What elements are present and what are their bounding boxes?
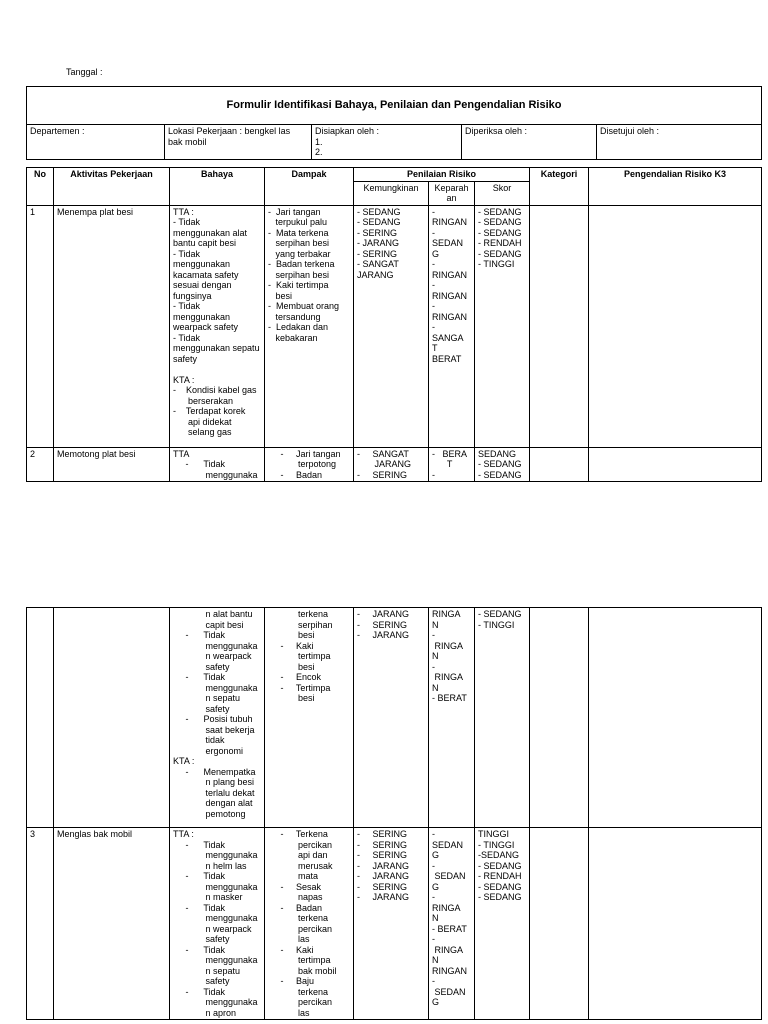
row-category[interactable] <box>530 828 589 1020</box>
checked-by-field[interactable]: Diperiksa oleh : <box>462 125 597 160</box>
row-score: SEDANG - SEDANG - SEDANG <box>475 447 530 482</box>
row-control[interactable] <box>589 205 762 447</box>
row-score: - SEDANG - TINGGI <box>475 608 530 828</box>
row-likelihood: - JARANG - SERING - JARANG <box>354 608 429 828</box>
header-likelihood: Kemungkinan <box>354 181 429 205</box>
row-score: - SEDANG - SEDANG - SEDANG - RENDAH - SEDANG - TINGGI <box>475 205 530 447</box>
row-severity: - BERA T - <box>429 447 475 482</box>
prepared-by-field[interactable]: Disiapkan oleh : 1. 2. <box>312 125 462 160</box>
header-control: Pengendalian Risiko K3 <box>589 168 762 206</box>
header-impact: Dampak <box>265 168 354 206</box>
row-impact: - Jari tangan terpotong - Badan <box>265 447 354 482</box>
risk-table-page2 <box>26 607 762 1020</box>
header-category: Kategori <box>530 168 589 206</box>
row-activity: Menglas bak mobil <box>54 828 170 1020</box>
header-risk-assessment: Penilaian Risiko <box>354 168 530 182</box>
row-likelihood: - SANGAT JARANG - SERING <box>354 447 429 482</box>
row-category[interactable] <box>530 205 589 447</box>
form-title: Formulir Identifikasi Bahaya, Penilaian dan Pengendalian Risiko <box>27 87 762 125</box>
row-control[interactable] <box>589 828 762 1020</box>
row-control[interactable] <box>589 447 762 482</box>
table-row <box>27 205 762 447</box>
row-activity <box>54 608 170 828</box>
row-hazard: n alat bantu capit besi - Tidak menggunaka n wearpack safety - Tidak menggunaka n sepatu safety - Posisi tubuh saat bekerja tidak ergonomi KTA : - Menempatka n plang besi terlalu dekat dengan alat pemotong <box>170 608 265 828</box>
row-severity: - RINGAN - SEDAN G - RINGAN - RINGAN - RINGAN - SANGA T BERAT <box>429 205 475 447</box>
header-severity: Keparah an <box>429 181 475 205</box>
approved-by-field[interactable]: Disetujui oleh : <box>597 125 762 160</box>
row-impact: terkena serpihan besi - Kaki tertimpa besi - Encok - Tertimpa besi <box>265 608 354 828</box>
location-field[interactable]: Lokasi Pekerjaan : bengkel las bak mobil <box>165 125 312 160</box>
department-field[interactable]: Departemen : <box>27 125 165 160</box>
row-control[interactable] <box>589 608 762 828</box>
row-category[interactable] <box>530 447 589 482</box>
header-no: No <box>27 168 54 206</box>
row-hazard: TTA - Tidak menggunaka <box>170 447 265 482</box>
row-no: 2 <box>27 447 54 482</box>
row-hazard: TTA : - Tidak menggunakan alat bantu capit besi - Tidak menggunakan kacamata safety sesuai dengan fungsinya - Tidak menggunakan wearpack safety - Tidak menggunakan sepatu safety KTA : - Kondisi kabel gas berserakan - Terdapat korek api didekat selang gas <box>170 205 265 447</box>
header-hazard: Bahaya <box>170 168 265 206</box>
row-category[interactable] <box>530 608 589 828</box>
date-label: Tanggal : <box>66 67 103 77</box>
form-header-table <box>26 86 762 160</box>
row-hazard: TTA : - Tidak menggunaka n helm las - Tidak menggunaka n masker - Tidak menggunaka n wearpack safety - Tidak menggunaka n sepatu safety - Tidak menggunaka n apron <box>170 828 265 1020</box>
row-no: 1 <box>27 205 54 447</box>
row-severity: RINGA N - RINGA N - RINGA N - BERAT <box>429 608 475 828</box>
row-no <box>27 608 54 828</box>
row-activity: Memotong plat besi <box>54 447 170 482</box>
header-score: Skor <box>475 181 530 205</box>
risk-table-page1 <box>26 167 762 482</box>
row-impact: - Jari tangan terpukul palu - Mata terkena serpihan besi yang terbakar - Badan terkena serpihan besi - Kaki tertimpa besi - Membuat orang tersandung - Ledakan dan kebakaran <box>265 205 354 447</box>
row-likelihood: - SEDANG - SEDANG - SERING - JARANG - SERING - SANGAT JARANG <box>354 205 429 447</box>
table-row <box>27 447 762 482</box>
row-no: 3 <box>27 828 54 1020</box>
table-row <box>27 608 762 828</box>
row-impact: - Terkena percikan api dan merusak mata - Sesak napas - Badan terkena percikan las - Kaki tertimpa bak mobil - Baju terkena percikan las <box>265 828 354 1020</box>
table-row <box>27 828 762 1020</box>
row-severity: - SEDAN G - SEDAN G - RINGA N - BERAT - RINGA N RINGAN - SEDAN G <box>429 828 475 1020</box>
row-score: TINGGI - TINGGI -SEDANG - SEDANG - RENDAH - SEDANG - SEDANG <box>475 828 530 1020</box>
row-likelihood: - SERING - SERING - SERING - JARANG - JARANG - SERING - JARANG <box>354 828 429 1020</box>
header-activity: Aktivitas Pekerjaan <box>54 168 170 206</box>
row-activity: Menempa plat besi <box>54 205 170 447</box>
